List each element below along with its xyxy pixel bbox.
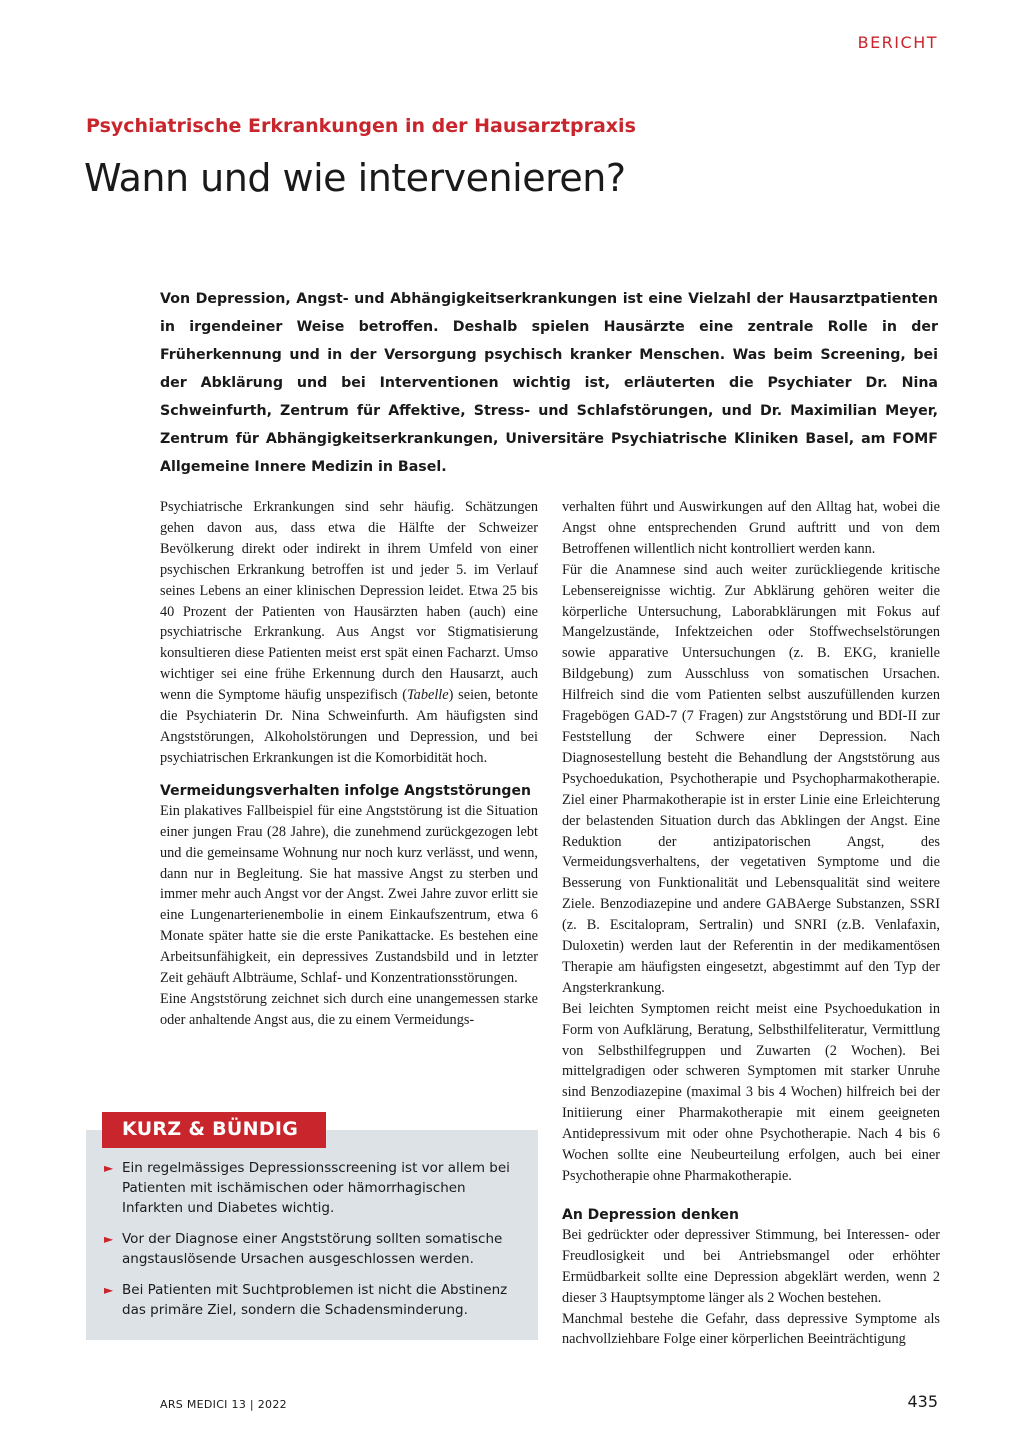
paragraph-text: ) seien, betonte die Psychiaterin Dr. Nina Schweinfurth. Am häufigsten sind Angststörungen, Alkoholstörungen und Depression, und bei psychiatrischen Erkrankungen ist die Komorbidität hoch. xyxy=(160,687,538,766)
paragraph: Für die Anamnese sind auch weiter zurückliegende kritische Lebensereignisse wichtig. Zur Abklärung gehören weiter die körperliche Untersuchung, Laborabklärungen mit Fokus auf Mangelzustände, Infektzeichen oder Stoffwechselstörungen sowie apparative Untersuchungen (z. B. EKG, kranielle Bildgebung) zum Ausschluss von somatischen Ursachen. Hilfreich sind die vom Patienten selbst auszufüllenden kurzen Fragebögen GAD-7 (7 Fragen) zur Angststörung und BDI-II zur Feststellung der Schwere einer Depression. Nach Diagnosestellung besteht die Behandlung der Angststörung aus Psychoedukation, Psychotherapie und Psychopharmakotherapie. Ziel einer Pharmakotherapie ist in erster Linie eine Erleichterung der belastenden Situation durch das Abklingen der Angst. Eine Reduktion der antizipatorischen Angst, des Vermeidungsverhaltens, der vegetativen Symptome und die Besserung von Funktionalität und Lebensqualität sind weitere Ziele. Benzodiazepine und andere GABAerge Substanzen, SSRI (z. B. Escitalopram, Sertralin) und SNRI (z.B. Venlafaxin, Duloxetin) werden laut der Referentin in der medikamentösen Therapie am häufigsten eingesetzt, abgestimmt auf den Typ der Angsterkrankung. xyxy=(562,561,940,996)
paragraph xyxy=(160,497,538,769)
table-reference: Tabelle xyxy=(407,687,449,704)
paragraph-text: Psychiatrische Erkrankungen sind sehr häufig. Schätzungen gehen davon aus, dass etwa die Hälfte der Schweizer Bevölkerung direkt oder indirekt in ihrem Umfeld von einer psychischen Erkrankung betroffen ist und jeder 5. im Verlauf seines Lebens an einer klinischen Depression leidet. Etwa 25 bis 40 Prozent der Patienten von Hausärzten haben (auch) eine psychiatrische Erkrankung. Aus Angst vor Stigmatisierung konsultieren diese Patienten meist erst spät einen Facharzt. Umso wichtiger sei eine frühe Erkennung durch den Hausarzt, auch wenn die Symptome häufig unspezifisch ( xyxy=(160,499,538,704)
summary-item-text: Vor der Diagnose einer Angststörung sollten somatische angstauslösende Ursachen ausgeschlossen werden. xyxy=(122,1231,503,1267)
article-kicker: Psychiatrische Erkrankungen in der Hausarztpraxis xyxy=(86,115,636,137)
journal-footer: ARS MEDICI 13 | 2022 xyxy=(160,1398,287,1411)
summary-list xyxy=(104,1158,520,1331)
left-column xyxy=(160,497,538,1031)
summary-item xyxy=(104,1158,520,1218)
arrow-right-icon: ► xyxy=(104,1232,114,1246)
section-subheading: Vermeidungsverhalten infolge Angststörungen xyxy=(160,782,531,799)
section-label: BERICHT xyxy=(857,33,938,52)
summary-box-title: KURZ & BÜNDIG xyxy=(122,1118,299,1140)
paragraph: Ein plakatives Fallbeispiel für eine Angststörung ist die Situation einer jungen Frau (28 Jahre), die zunehmend zurückgezogen lebt und die gemeinsame Wohnung nur noch kurz verlässt, und wenn, dann nur in Begleitung. Sie hat massive Angst zu sterben und immer mehr auch Angst vor der Angst. Zwei Jahre zuvor erlitt sie eine Lungenarterienembolie in einem Einkaufszentrum, etwa 6 Monate später hatte sie die erste Panikattacke. Es bestehen eine Arbeitsunfähigkeit, ein depressives Zustandsbild und in letzter Zeit gehäuft Albträume, Schlaf- und Konzentrationsstörungen. xyxy=(160,802,538,987)
summary-item xyxy=(104,1229,520,1269)
paragraph: verhalten führt und Auswirkungen auf den Alltag hat, wobei die Angst ohne entsprechenden Grund auftritt und von dem Betroffenen willentlich nicht kontrolliert werden kann. xyxy=(562,499,940,557)
arrow-right-icon: ► xyxy=(104,1161,114,1175)
arrow-right-icon: ► xyxy=(104,1283,114,1297)
paragraph: Bei leichten Symptomen reicht meist eine Psychoedukation in Form von Aufklärung, Beratung, Selbsthilfeliteratur, Vermittlung von Selbsthilfegruppen und Zuwarten (2 Wochen). Bei mittelgradigen oder schweren Symptomen mit starker Unruhe sind Benzodiazepine (maximal 3 bis 4 Wochen) hilfreich bei der Initiierung einer Pharmakotherapie mit einem geeigneten Antidepressivum mit oder ohne Psychotherapie. Nach 4 bis 6 Wochen sollte eine Neubeurteilung erfolgen, auch bei einer Psychotherapie ohne Pharmakotherapie. xyxy=(562,1000,940,1184)
paragraph: Manchmal bestehe die Gefahr, dass depressive Symptome als nachvollziehbare Folge einer körperlichen Beeinträchtigung xyxy=(562,1310,940,1348)
section-subheading: An Depression denken xyxy=(562,1206,740,1223)
article-headline: Wann und wie intervenieren? xyxy=(84,156,626,200)
summary-item-text: Bei Patienten mit Suchtproblemen ist nicht die Abstinenz das primäre Ziel, sondern die Schadensminderung. xyxy=(122,1282,508,1318)
right-column xyxy=(562,497,940,1350)
summary-item xyxy=(104,1280,520,1320)
article-lead: Von Depression, Angst- und Abhängigkeitserkrankungen ist eine Vielzahl der Hausarztpatienten in irgendeiner Weise betroffen. Deshalb spielen Hausärzte eine zentrale Rolle in der Früherkennung und in der Versorgung psychisch kranker Menschen. Was beim Screening, bei der Abklärung und bei Interventionen wichtig ist, erläuterten die Psychiater Dr. Nina Schweinfurth, Zentrum für Affektive, Stress- und Schlafstörungen, und Dr. Maximilian Meyer, Zentrum für Abhängigkeitserkrankungen, Universitäre Psychiatrische Kliniken Basel, am FOMF Allgemeine Innere Medizin in Basel. xyxy=(160,291,938,475)
paragraph: Bei gedrückter oder depressiver Stimmung, bei Interessen- oder Freudlosigkeit und bei Antriebsmangel oder erhöhter Ermüdbarkeit sollte eine Depression abgeklärt werden, wenn 2 dieser 3 Hauptsymptome länger als 2 Wochen bestehen. xyxy=(562,1226,940,1306)
page-number: 435 xyxy=(907,1392,938,1411)
paragraph: Eine Angststörung zeichnet sich durch eine unangemessen starke oder anhaltende Angst aus, die zu einem Vermeidungs- xyxy=(160,990,538,1028)
summary-item-text: Ein regelmässiges Depressionsscreening ist vor allem bei Patienten mit ischämischen oder hämorrhagischen Infarkten und Diabetes wichtig. xyxy=(122,1160,510,1216)
